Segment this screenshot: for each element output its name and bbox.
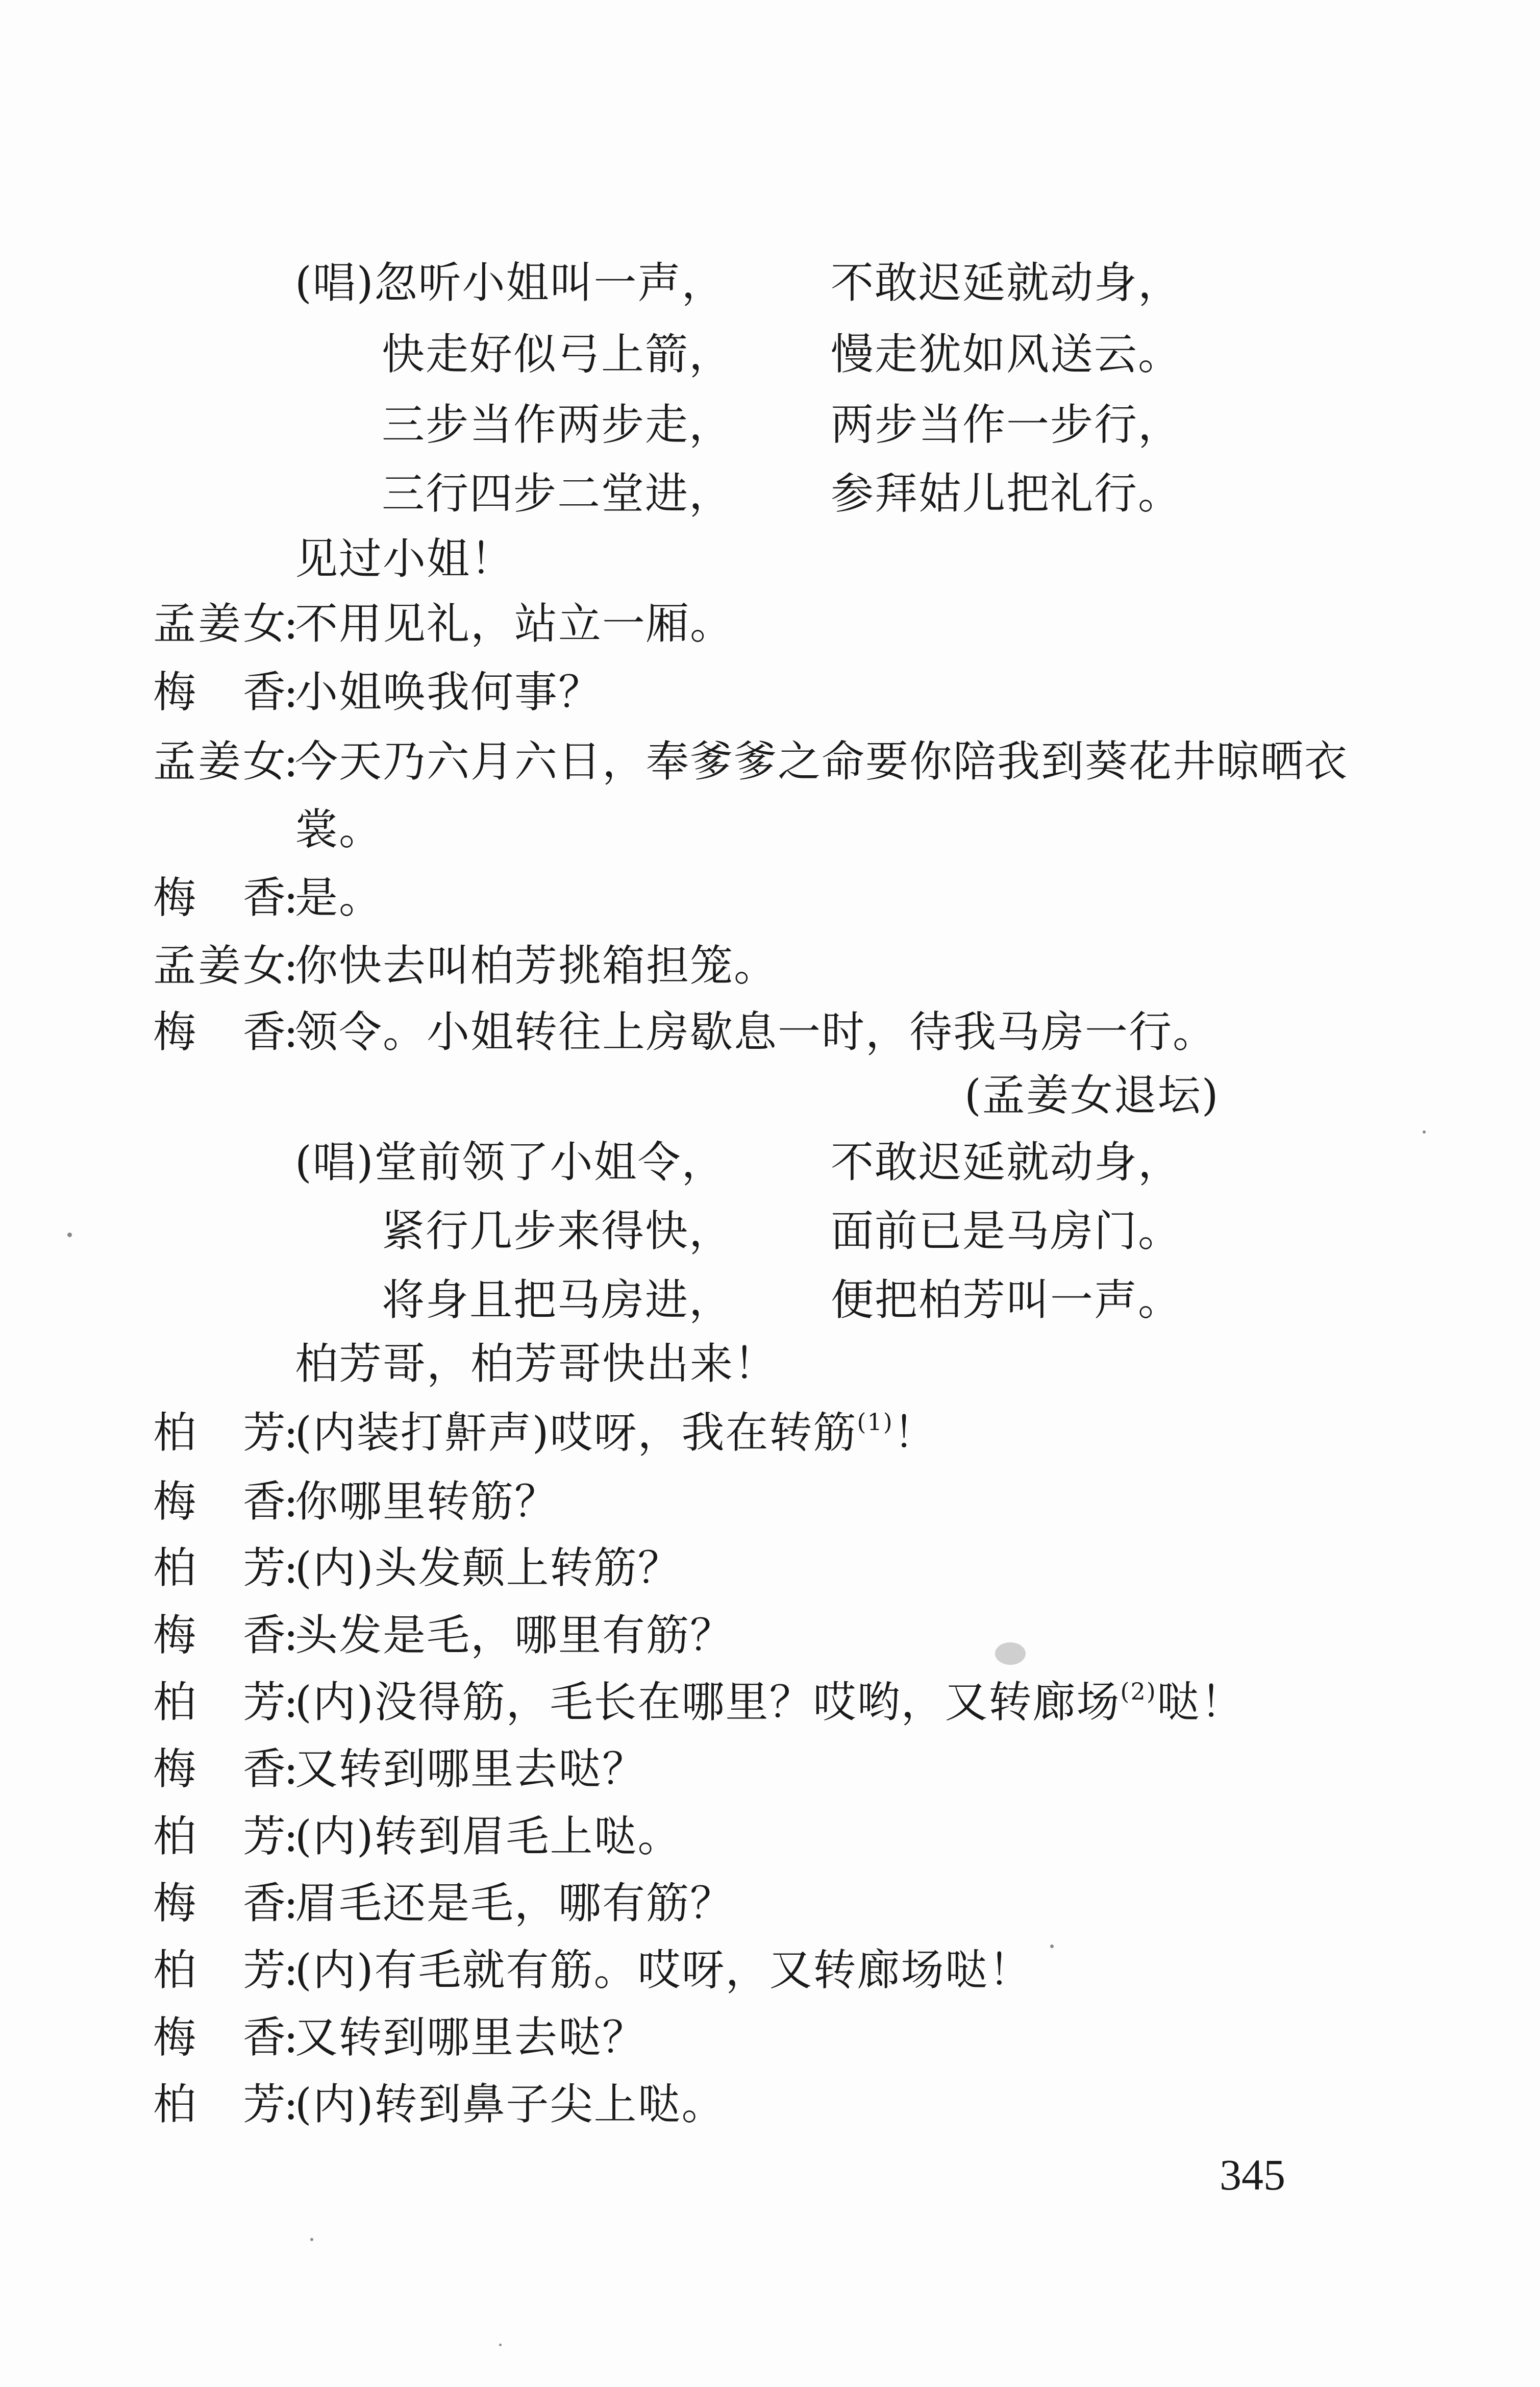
scan-speck: [1423, 1130, 1426, 1134]
spoken-line: 见过小姐！: [295, 534, 515, 584]
dialogue-text: [295, 1007, 1217, 1057]
dialogue-text-main: 头发是毛，哪里有筋？: [295, 1610, 734, 1660]
page-number: 345: [1220, 2150, 1285, 2199]
speaker-name: 梅 香: [153, 1744, 286, 1794]
dialogue-text: [295, 2012, 647, 2062]
song1-line4-col1: 三行四步二堂进，: [382, 469, 733, 519]
song1-line3-col1: 三步当作两步走，: [382, 400, 733, 450]
speaker-name: 柏 芳: [153, 1811, 286, 1861]
dialogue-text: [295, 2079, 726, 2129]
speaker-colon: :: [284, 2012, 299, 2062]
song1-line2-col2: 慢走犹如风送云。: [831, 329, 1182, 379]
dialogue-text: [295, 1744, 647, 1794]
dialogue-text: [295, 1408, 937, 1458]
dialogue-text-tail: ！: [893, 1408, 937, 1458]
speaker-name: 梅 香: [153, 1610, 286, 1660]
speaker-name: 梅 香: [153, 873, 286, 923]
dialogue-text-main: 不用见礼，站立一厢。: [295, 599, 734, 649]
song1-line4-col2: 参拜姑儿把礼行。: [831, 469, 1182, 519]
speaker-colon: :: [284, 1408, 299, 1458]
song1-line1-col1: (唱)忽听小姐叫一声，: [295, 258, 726, 308]
dialogue-text: [295, 1477, 559, 1527]
dialogue-text-main: 眉毛还是毛，哪有筋？: [295, 1878, 734, 1928]
speaker-colon: :: [284, 1477, 299, 1527]
speaker-colon: :: [284, 667, 299, 717]
speaker-name: 梅 香: [153, 1007, 286, 1057]
dialogue-text-main: 你哪里转筋？: [295, 1477, 559, 1527]
dialogue-text-main: 领令。小姐转往上房歇息一时，待我马房一行。: [295, 1007, 1217, 1057]
speaker-colon: :: [284, 1811, 299, 1861]
scan-speck: [995, 1642, 1026, 1665]
speaker-name: 梅 香: [153, 1878, 286, 1928]
dialogue-text-main: (内装打鼾声)哎呀，我在转筋: [295, 1408, 857, 1458]
song2-line3-col2: 便把柏芳叫一声。: [831, 1275, 1182, 1325]
speaker-colon: :: [284, 1543, 299, 1593]
scan-speck: [1050, 1945, 1054, 1948]
dialogue-text: [295, 1610, 734, 1660]
speaker-name: 梅 香: [153, 1477, 286, 1527]
speaker-colon: :: [284, 1677, 299, 1727]
song2-line2-col2: 面前已是马房门。: [831, 1206, 1182, 1256]
speaker-name: 梅 香: [153, 667, 286, 717]
dialogue-text-main: (内)转到鼻子尖上哒。: [295, 2079, 726, 2129]
footnote-marker: (1): [857, 1408, 893, 1436]
dialogue-text-main: (内)转到眉毛上哒。: [295, 1811, 682, 1861]
dialogue-text-main: 今天乃六月六日，奉爹爹之命要你陪我到葵花井晾晒衣: [295, 736, 1349, 786]
speaker-name: 柏 芳: [153, 1945, 286, 1995]
dialogue-text-main: 小姐唤我何事？: [295, 667, 603, 717]
scan-speck: [67, 1233, 72, 1237]
dialogue-text: [295, 941, 778, 991]
speaker-colon: :: [284, 941, 299, 991]
stage-direction: (孟姜女退坛): [964, 1070, 1220, 1120]
dialogue-text-main: 又转到哪里去哒？: [295, 2012, 647, 2062]
speaker-name: 柏 芳: [153, 2079, 286, 2129]
dialogue-text: [295, 736, 1349, 786]
dialogue-text: [295, 1677, 1245, 1727]
speaker-name: 孟 姜 女: [153, 599, 286, 649]
dialogue-text: [295, 1811, 682, 1861]
speaker-colon: :: [284, 2079, 299, 2129]
song2-line3-col1: 将身且把马房进，: [382, 1275, 733, 1325]
dialogue-text-main: (内)没得筋，毛长在哪里？哎哟，又转廊场: [295, 1677, 1121, 1727]
song1-line1-col2: 不敢迟延就动身，: [831, 258, 1182, 308]
speaker-name: 孟 姜 女: [153, 941, 286, 991]
speaker-colon: :: [284, 1007, 299, 1057]
dialogue-text: [295, 1945, 1033, 1995]
dialogue-text-tail: 哒！: [1156, 1677, 1245, 1727]
dialogue-text-main: 是。: [295, 873, 383, 923]
song2-line1-col2: 不敢迟延就动身，: [831, 1137, 1182, 1187]
speaker-name: 柏 芳: [153, 1408, 286, 1458]
scan-speck: [499, 2344, 502, 2346]
song1-line3-col2: 两步当作一步行，: [831, 400, 1182, 450]
dialogue-text-main: (内)有毛就有筋。哎呀，又转廊场哒！: [295, 1945, 1033, 1995]
spoken-line-call: 柏芳哥，柏芳哥快出来！: [295, 1339, 778, 1389]
dialogue-text-main: (内)头发颠上转筋？: [295, 1543, 682, 1593]
speaker-colon: :: [284, 1610, 299, 1660]
dialogue-text: [295, 599, 734, 649]
dialogue-text-main: 你快去叫柏芳挑箱担笼。: [295, 941, 778, 991]
speaker-name: 柏 芳: [153, 1677, 286, 1727]
speaker-colon: :: [284, 599, 299, 649]
speaker-name: 梅 香: [153, 2012, 286, 2062]
song1-line2-col1: 快走好似弓上箭，: [382, 329, 733, 379]
song2-line2-col1: 紧行几步来得快，: [382, 1206, 733, 1256]
song2-line1-col1: (唱)堂前领了小姐令，: [295, 1137, 726, 1187]
dialogue-continuation: 裳。: [295, 804, 383, 854]
speaker-colon: :: [284, 1945, 299, 1995]
speaker-colon: :: [284, 736, 299, 786]
speaker-colon: :: [284, 1744, 299, 1794]
speaker-colon: :: [284, 1878, 299, 1928]
dialogue-text: [295, 873, 383, 923]
speaker-name: 孟 姜 女: [153, 736, 286, 786]
footnote-marker: (2): [1120, 1678, 1157, 1705]
speaker-name: 柏 芳: [153, 1543, 286, 1593]
speaker-colon: :: [284, 873, 299, 923]
dialogue-text: [295, 1543, 682, 1593]
dialogue-text-main: 又转到哪里去哒？: [295, 1744, 647, 1794]
scan-speck: [310, 2238, 313, 2241]
dialogue-text: [295, 1878, 734, 1928]
dialogue-text: [295, 667, 603, 717]
